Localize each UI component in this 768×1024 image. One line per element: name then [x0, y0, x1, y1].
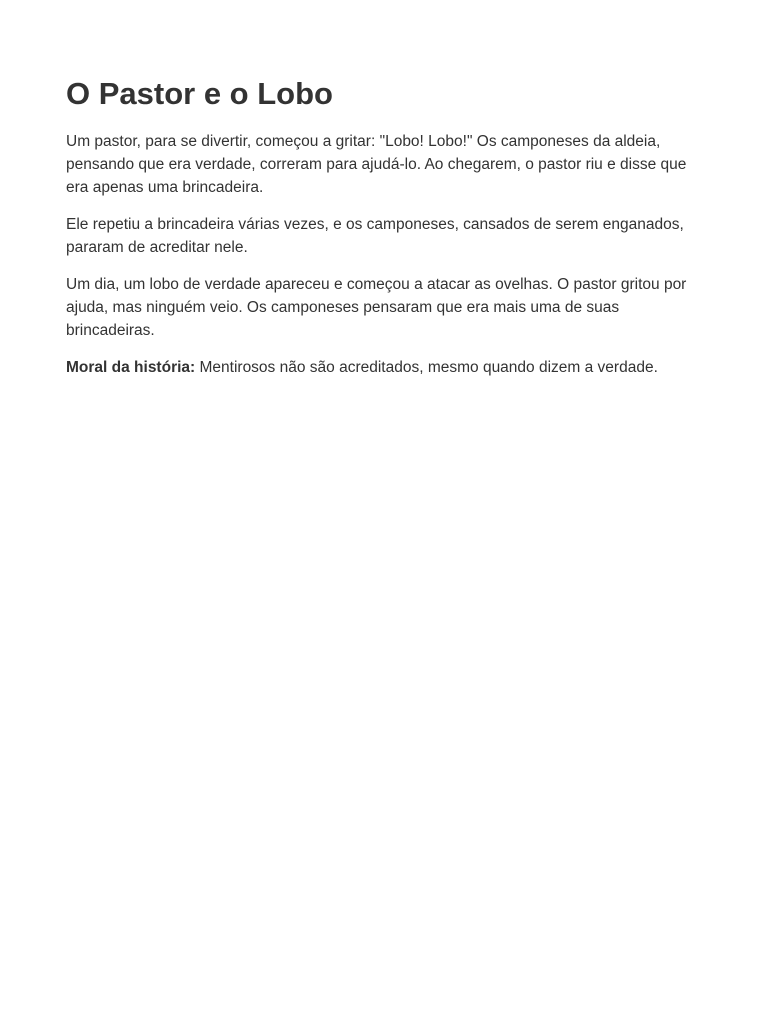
moral-paragraph — [66, 356, 702, 379]
moral-label: Moral da história: — [66, 359, 196, 376]
moral-text: Mentirosos não são acreditados, mesmo quando dizem a verdade. — [199, 359, 658, 376]
story-paragraph-3: Um dia, um lobo de verdade apareceu e começou a atacar as ovelhas. O pastor gritou por ajuda, mas ninguém veio. Os camponeses pensaram que era mais uma de suas brincadeiras. — [66, 276, 687, 339]
story-paragraph-1: Um pastor, para se divertir, começou a gritar: "Lobo! Lobo!" Os camponeses da aldeia, pensando que era verdade, correram para ajudá-lo. Ao chegarem, o pastor riu e disse que era apenas uma brincadeira. — [66, 133, 687, 196]
page-title: O Pastor e o Lobo — [66, 76, 333, 111]
story-paragraph-2: Ele repetiu a brincadeira várias vezes, e os camponeses, cansados de serem enganados, pararam de acreditar nele. — [66, 216, 684, 256]
